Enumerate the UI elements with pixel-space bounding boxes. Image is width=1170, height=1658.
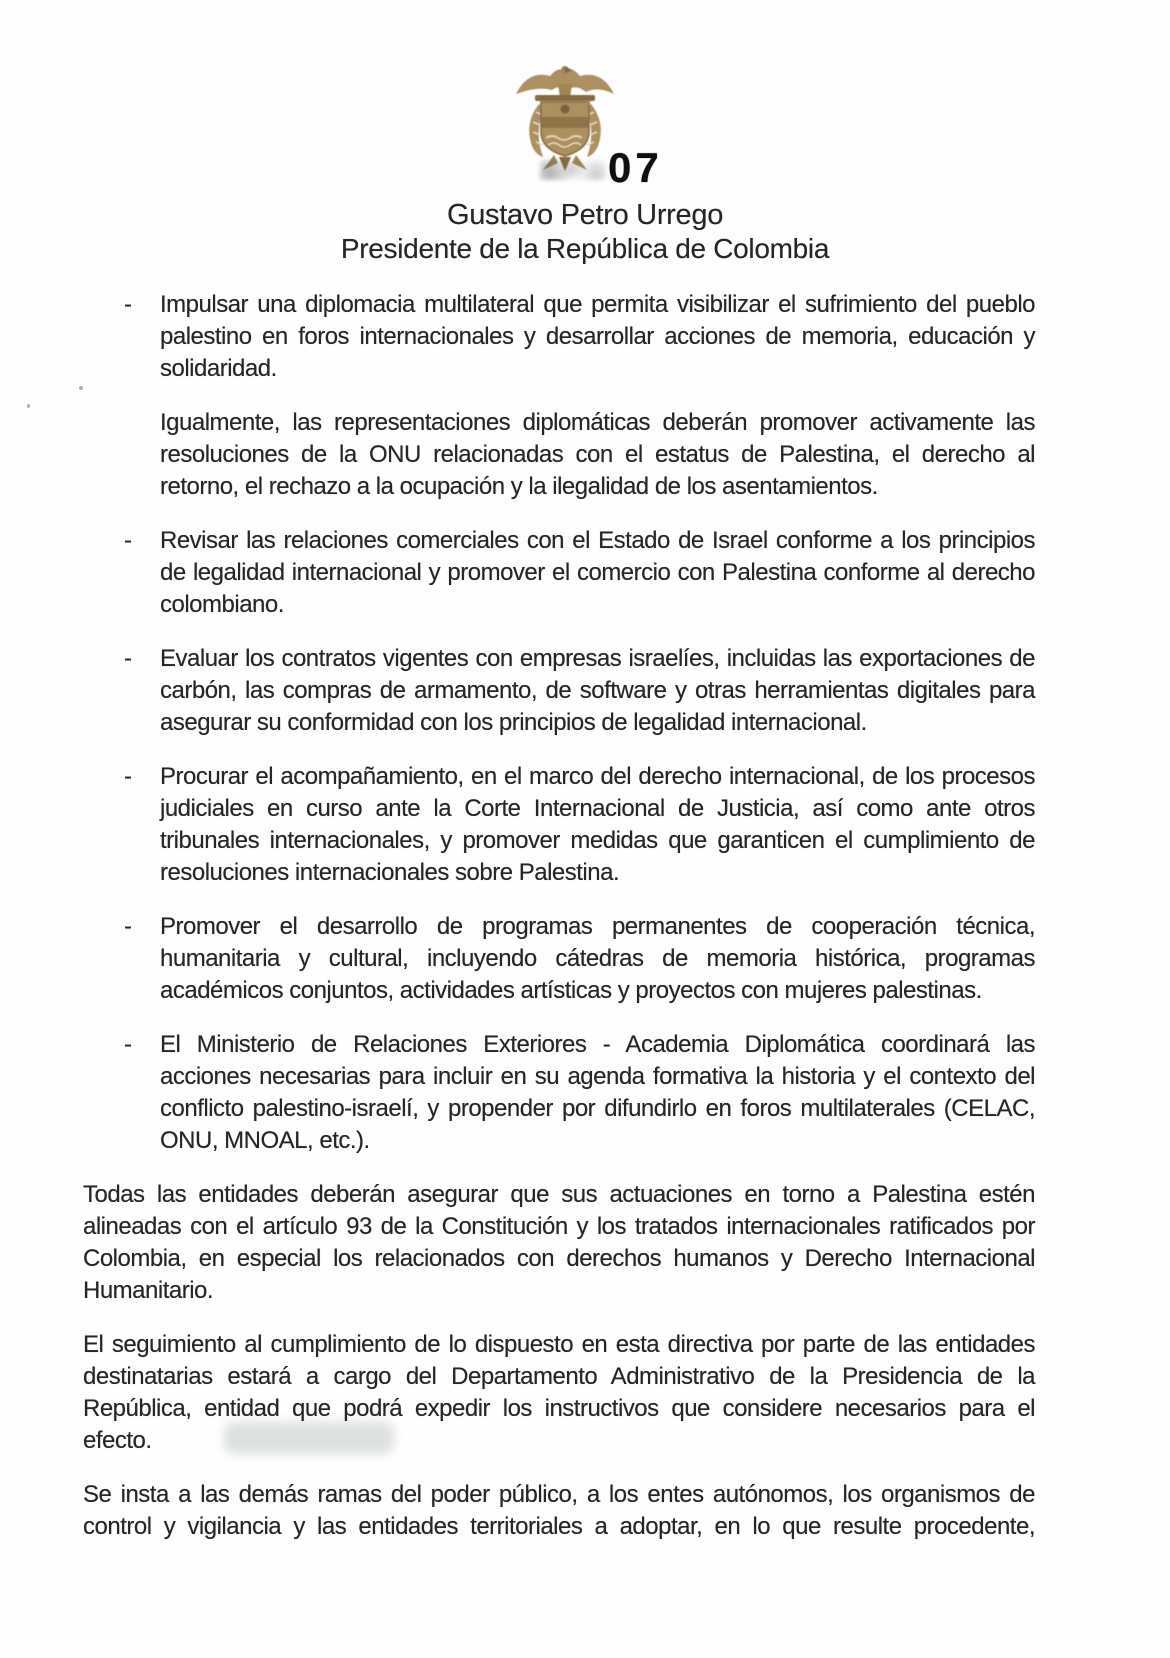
- document-body: [83, 289, 1035, 1565]
- president-name: Gustavo Petro Urrego: [446, 199, 724, 231]
- bullet-text: El Ministerio de Relaciones Exteriores - Academia Diplomática coordinará las acciones necesarias para incluir en su agenda formativa la historia y el contexto del conflicto palestino-israelí, y propender por difundirlo en foros multilaterales (CELAC, ONU, MNOAL, etc.).: [160, 1031, 1035, 1154]
- president-title: Presidente de la República de Colombia: [340, 233, 830, 264]
- closing-paragraph: Se insta a las demás ramas del poder público, a los entes autónomos, los organismos de control y vigilancia y las entidades territoriales a adoptar, en lo que resulte procedente,: [83, 1481, 1035, 1540]
- bullet-text: Revisar las relaciones comerciales con el Estado de Israel conforme a los principios de legalidad internacional y promover el comercio con Palestina conforme al derecho colombiano.: [160, 527, 1035, 618]
- bullet-dash: [83, 407, 160, 503]
- scan-smudge: [540, 160, 606, 180]
- bullet-dash: -: [124, 763, 132, 790]
- bullet-dash: -: [124, 1031, 132, 1058]
- bullet-text: Igualmente, las representaciones diplomáticas deberán promover activamente las resoluciones de la ONU relacionadas con el estatus de Palestina, el derecho al retorno, el rechazo a la ocupación y la ilegalidad de los asentamientos.: [160, 409, 1035, 500]
- bullet-text: Evaluar los contratos vigentes con empresas israelíes, incluidas las exportaciones de carbón, las compras de armamento, de software y otras herramientas digitales para asegurar su conformidad con los principios de legalidad internacional.: [160, 645, 1035, 736]
- bullet-item: [83, 525, 1035, 621]
- bullet-item: [83, 761, 1035, 889]
- bullet-dash: -: [124, 645, 132, 672]
- bullet-item: [83, 643, 1035, 739]
- bullet-text: Impulsar una diplomacia multilateral que permita visibilizar el sufrimiento del pueblo palestino en foros internacionales y desarrollar acciones de memoria, educación y solidaridad.: [160, 291, 1035, 382]
- bullet-item-continuation: [83, 407, 1035, 503]
- closing-paragraph: El seguimiento al cumplimiento de lo dispuesto en esta directiva por parte de las entidades destinatarias estará a cargo del Departamento Administrativo de la Presidencia de la República, entidad que podrá expedir los instructivos que considere necesarios para el efecto.: [83, 1331, 1035, 1454]
- document-number-stamp: 07: [608, 144, 663, 191]
- bullet-dash: -: [124, 913, 132, 940]
- bullet-text: Procurar el acompañamiento, en el marco del derecho internacional, de los procesos judiciales en curso ante la Corte Internacional de Justicia, así como ante otros tribunales internacionales, y promover medidas que garanticen el cumplimiento de resoluciones internacionales sobre Palestina.: [160, 763, 1035, 886]
- closing-paragraph: Todas las entidades deberán asegurar que sus actuaciones en torno a Palestina estén alineadas con el artículo 93 de la Constitución y los tratados internacionales ratificados por Colombia, en especial los relacionados con derechos humanos y Derecho Internacional Humanitario.: [83, 1181, 1035, 1304]
- bullet-item: [83, 289, 1035, 385]
- scan-speck: [27, 404, 30, 408]
- bullet-item: [83, 911, 1035, 1007]
- bullet-text: Promover el desarrollo de programas permanentes de cooperación técnica, humanitaria y cultural, incluyendo cátedras de memoria histórica, programas académicos conjuntos, actividades artísticas y proyectos con mujeres palestinas.: [160, 913, 1035, 1004]
- bullet-dash: -: [124, 527, 132, 554]
- bullet-item: [83, 1029, 1035, 1157]
- bullet-dash: -: [124, 291, 132, 318]
